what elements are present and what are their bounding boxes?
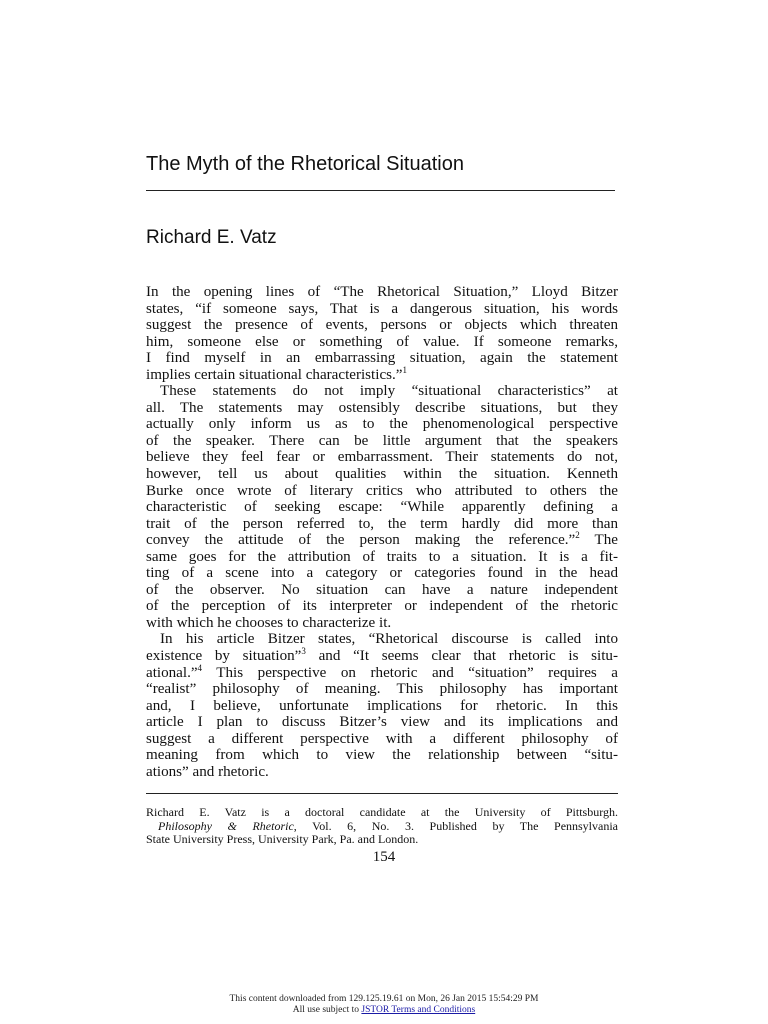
body-line: In the opening lines of “The Rhetorical Situation,” Lloyd Bitzer [146, 284, 618, 300]
article-title: The Myth of the Rhetorical Situation [146, 153, 464, 175]
footnote-marker: 1 [402, 364, 407, 375]
body-line-text: implies certain situational characteristics.” [146, 366, 403, 383]
download-info: This content downloaded from 129.125.19.61 on Mon, 26 Jan 2015 15:54:29 PM [229, 994, 539, 1004]
body-line: meaning from which to view the relationship between “situ- [146, 747, 618, 764]
body-line: article I plan to discuss Bitzer’s view and its implications and [146, 714, 618, 731]
body-line: characteristic of seeking escape: “While apparently defining a [146, 499, 618, 516]
footnote-divider [146, 793, 618, 794]
body-line [146, 662, 618, 682]
body-line: all. The statements may ostensibly describe situations, but they [146, 399, 618, 416]
body-line-text: convey the attitude of the person making the reference.” [146, 532, 576, 549]
footnote-publication [146, 820, 618, 834]
terms-line [0, 1005, 768, 1016]
body-line: and, I believe, unfortunate implications for rhetoric. In this [146, 697, 618, 714]
body-line: actually only inform us as to the phenomenological perspective [146, 416, 618, 433]
body-line: believe they feel fear or embarrassment. Their statements do not, [146, 449, 618, 466]
footnote-publisher: State University Press, University Park, Pa. and London. [146, 832, 419, 846]
body-line: suggest the presence of events, persons or objects which threaten [146, 317, 618, 334]
body-line: of the observer. No situation can have a nature independent [146, 581, 618, 598]
body-line: him, someone else or something of value. If someone remarks, [146, 333, 618, 350]
body-line: suggest a different perspective with a different philosophy of [146, 730, 618, 747]
jstor-notice [0, 994, 768, 1016]
body-line-text: and “It seems clear that rhetoric is situ- [305, 648, 618, 665]
body-line [146, 364, 618, 384]
body-line: states, “if someone says, That is a dangerous situation, his words [146, 300, 618, 317]
body-line: These statements do not imply “situational characteristics” at [160, 383, 618, 400]
paragraph-2 [146, 383, 618, 631]
body-line-text: existence by situation” [146, 648, 302, 665]
footnote-marker: 3 [301, 646, 306, 656]
body-line: with which he chooses to characterize it. [146, 614, 392, 631]
journal-name: Philosophy & Rhetoric [158, 818, 294, 833]
publication-details: , Vol. 6, No. 3. Published by The Pennsylvania [293, 818, 619, 833]
title-divider [146, 190, 615, 191]
paragraph-1 [146, 284, 618, 383]
footnote-marker: 2 [575, 530, 580, 541]
body-line [146, 532, 618, 549]
body-line-text: ational.” [146, 664, 198, 681]
footnote-marker: 4 [197, 662, 203, 673]
body-line: Burke once wrote of literary critics who attributed to others the [146, 482, 618, 499]
body-line: of the speaker. There can be little argument that the speakers [146, 432, 618, 449]
body-line: trait of the person referred to, the term hardly did more than [146, 515, 618, 532]
body-line: same goes for the attribution of traits to a situation. It is a fit- [146, 548, 618, 565]
body-line: In his article Bitzer states, “Rhetorical discourse is called into [160, 631, 618, 648]
paragraph-3 [146, 631, 618, 780]
body-line-text: The [579, 532, 619, 549]
article-body [146, 284, 618, 780]
body-line: ations” and rhetoric. [146, 763, 269, 780]
body-line: of the perception of its interpreter or independent of the rhetoric [146, 598, 618, 615]
body-line: I find myself in an embarrassing situation, again the statement [146, 350, 618, 367]
footnote-author-note: Richard E. Vatz is a doctoral candidate at the University of Pittsburgh. [146, 805, 618, 819]
body-line: however, tell us about qualities within the situation. Kenneth [146, 466, 618, 483]
body-line: “realist” philosophy of meaning. This philosophy has important [146, 681, 618, 698]
terms-prefix: All use subject to [292, 1005, 362, 1015]
jstor-terms-link[interactable]: JSTOR Terms and Conditions [361, 1005, 476, 1015]
footnote [146, 806, 618, 847]
body-line: ting of a scene into a category or categories found in the head [146, 565, 618, 582]
page-number: 154 [372, 849, 396, 865]
body-line [146, 648, 618, 665]
body-line-text: This perspective on rhetoric and “situation” requires a [202, 664, 618, 681]
article-author: Richard E. Vatz [146, 227, 277, 248]
